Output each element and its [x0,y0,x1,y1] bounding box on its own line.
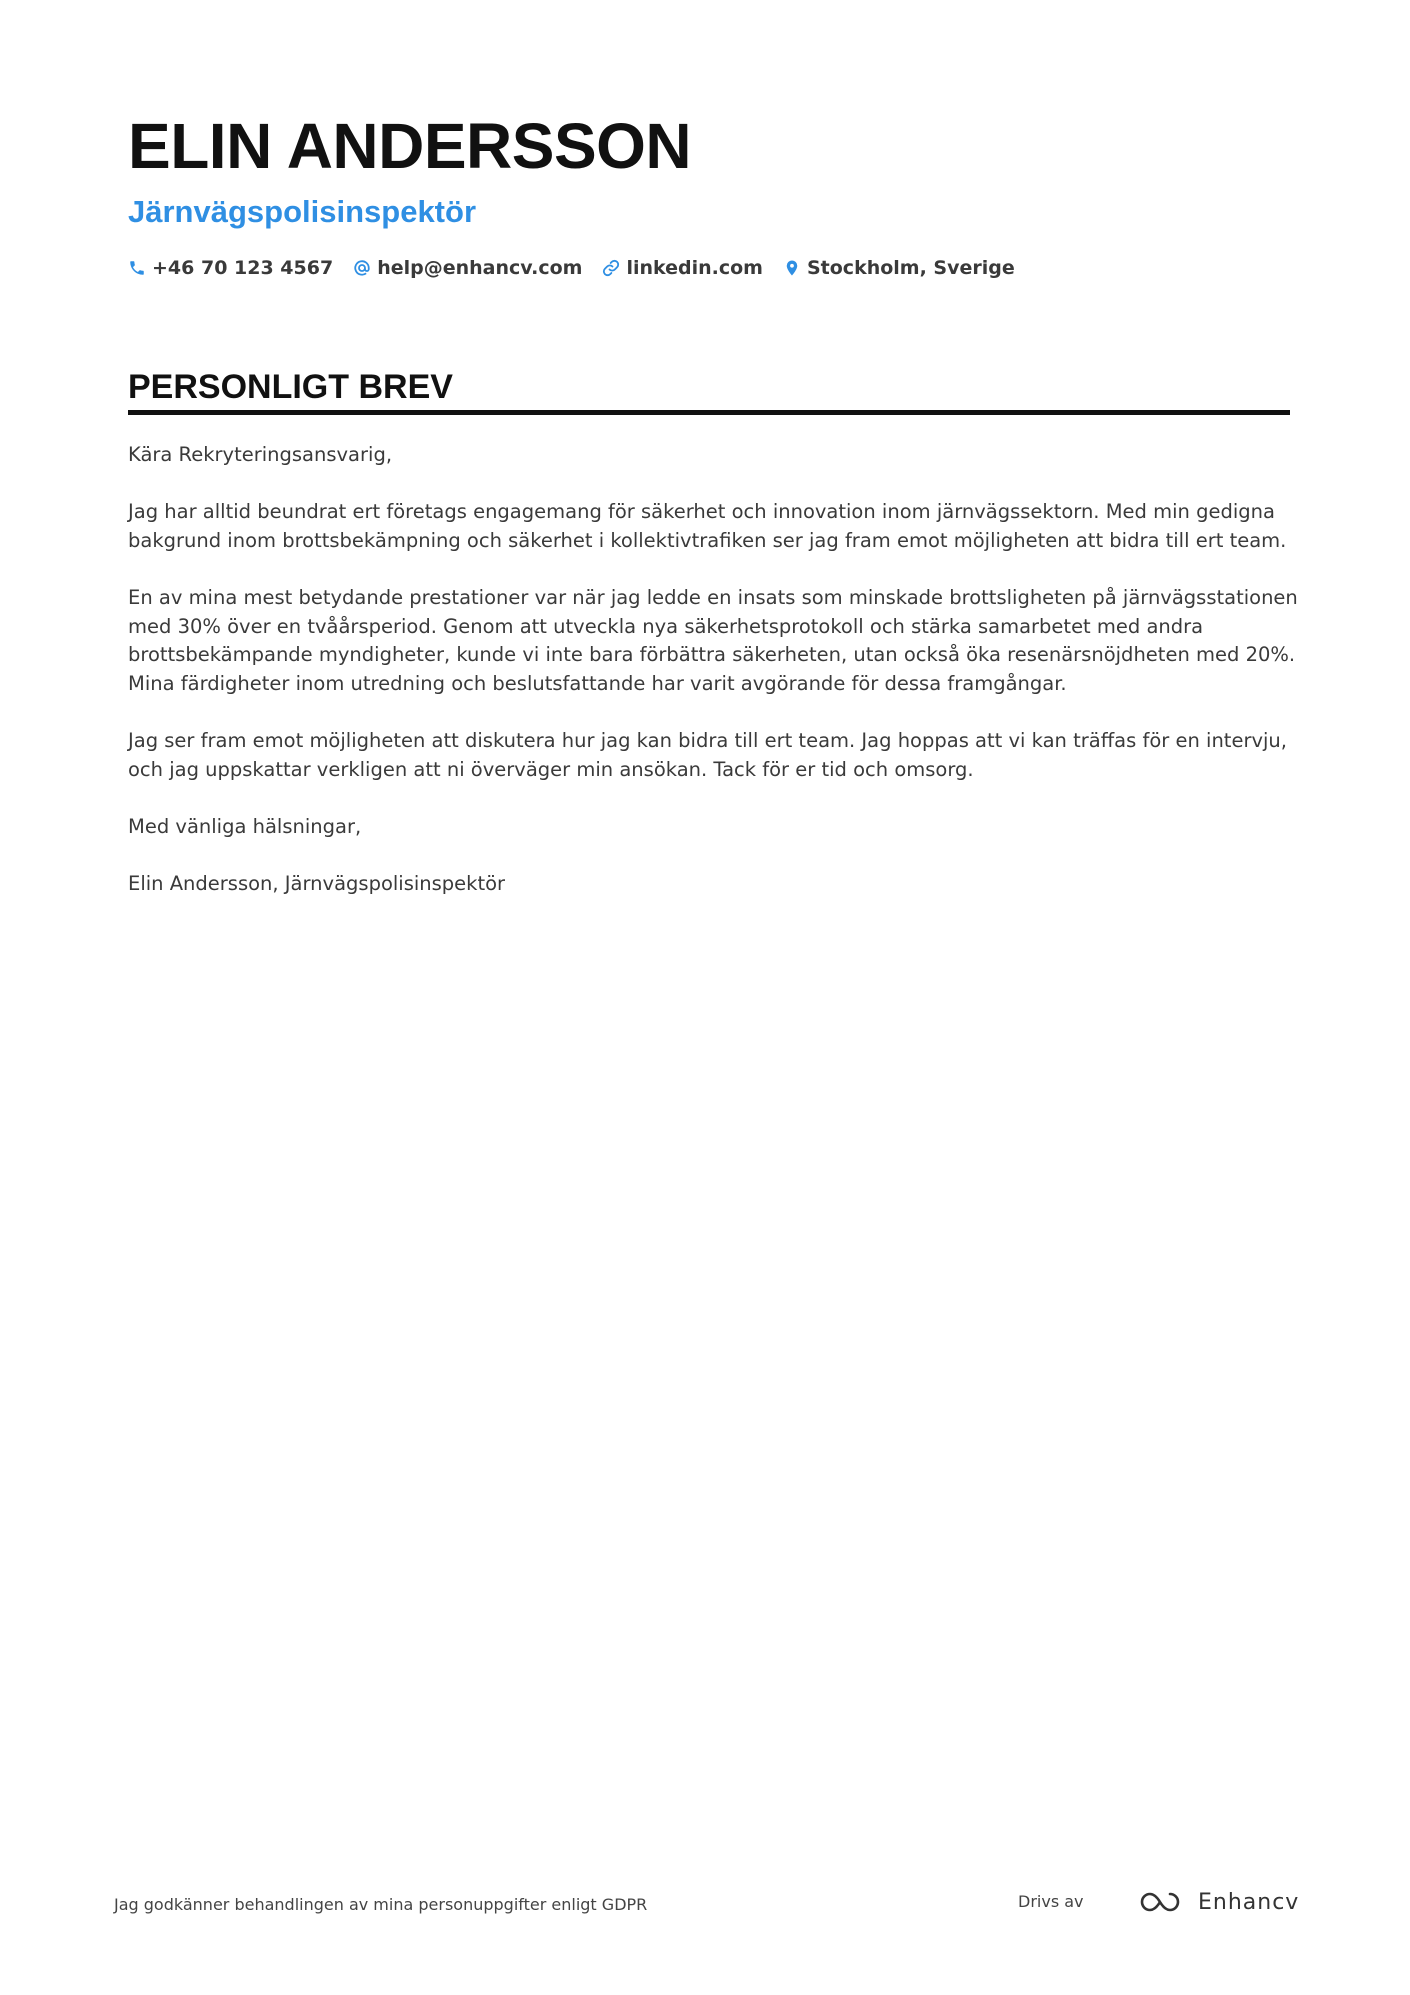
location-text: Stockholm, Sverige [806,257,1015,279]
letter-body [128,441,1300,927]
candidate-name: ELIN ANDERSSON [128,110,692,182]
email-address: help@enhancv.com [377,257,583,279]
at-icon [353,259,371,277]
contact-phone[interactable] [128,257,333,279]
phone-icon [128,259,146,277]
powered-by-label: Drivs av [1018,1892,1084,1911]
letter-signature: Elin Andersson, Järnvägspolisinspektör [128,871,506,895]
contact-bar [128,253,1035,283]
link-icon [602,259,620,277]
candidate-role: Järnvägspolisinspektör [128,194,477,229]
location-pin-icon [783,259,801,277]
section-divider [128,410,1290,415]
brand-name: Enhancv [1198,1889,1300,1915]
letter-greeting: Kära Rekryteringsansvarig, [128,443,393,466]
enhancv-logo-icon [1138,1887,1186,1917]
contact-location [783,257,1015,279]
linkedin-link: linkedin.com [626,257,763,279]
phone-number: +46 70 123 4567 [152,257,334,279]
enhancv-logo[interactable] [1138,1882,1299,1922]
section-title: PERSONLIGT BREV [128,368,453,406]
contact-email[interactable] [353,257,582,279]
letter-paragraph: Jag har alltid beundrat ert företags engagemang för säkerhet och innovation inom järnvägssektorn. Med min gedigna bakgrund inom brottsbekämpning och säkerhet i kollektivtrafiken ser jag fram emot möjligheten att bidra till ert team. [128,500,1287,552]
gdpr-consent-text: Jag godkänner behandlingen av mina personuppgifter enligt GDPR [114,1895,648,1914]
letter-closing: Med vänliga hälsningar, [128,814,362,838]
letter-paragraph: Jag ser fram emot möjligheten att diskutera hur jag kan bidra till ert team. Jag hoppas att vi kan träffas för en intervju, och jag uppskattar verkligen att ni överväger min ansökan. Tack för er tid och omsorg. [128,728,1287,781]
contact-linkedin[interactable] [602,257,763,279]
letter-paragraph: En av mina mest betydande prestationer var när jag ledde en insats som minskade brottsligheten på järnvägsstationen med 30% över en tvåårsperiod. Genom att utveckla nya säkerhetsprotokoll och stärka samarbetet med andra brottsbekämpande myndigheter, kunde vi inte bara förbättra säkerheten, utan också öka resenärsnöjdheten med 20%. Mina färdigheter inom utredning och beslutsfattande har varit avgörande för dessa framgångar. [128,585,1298,695]
